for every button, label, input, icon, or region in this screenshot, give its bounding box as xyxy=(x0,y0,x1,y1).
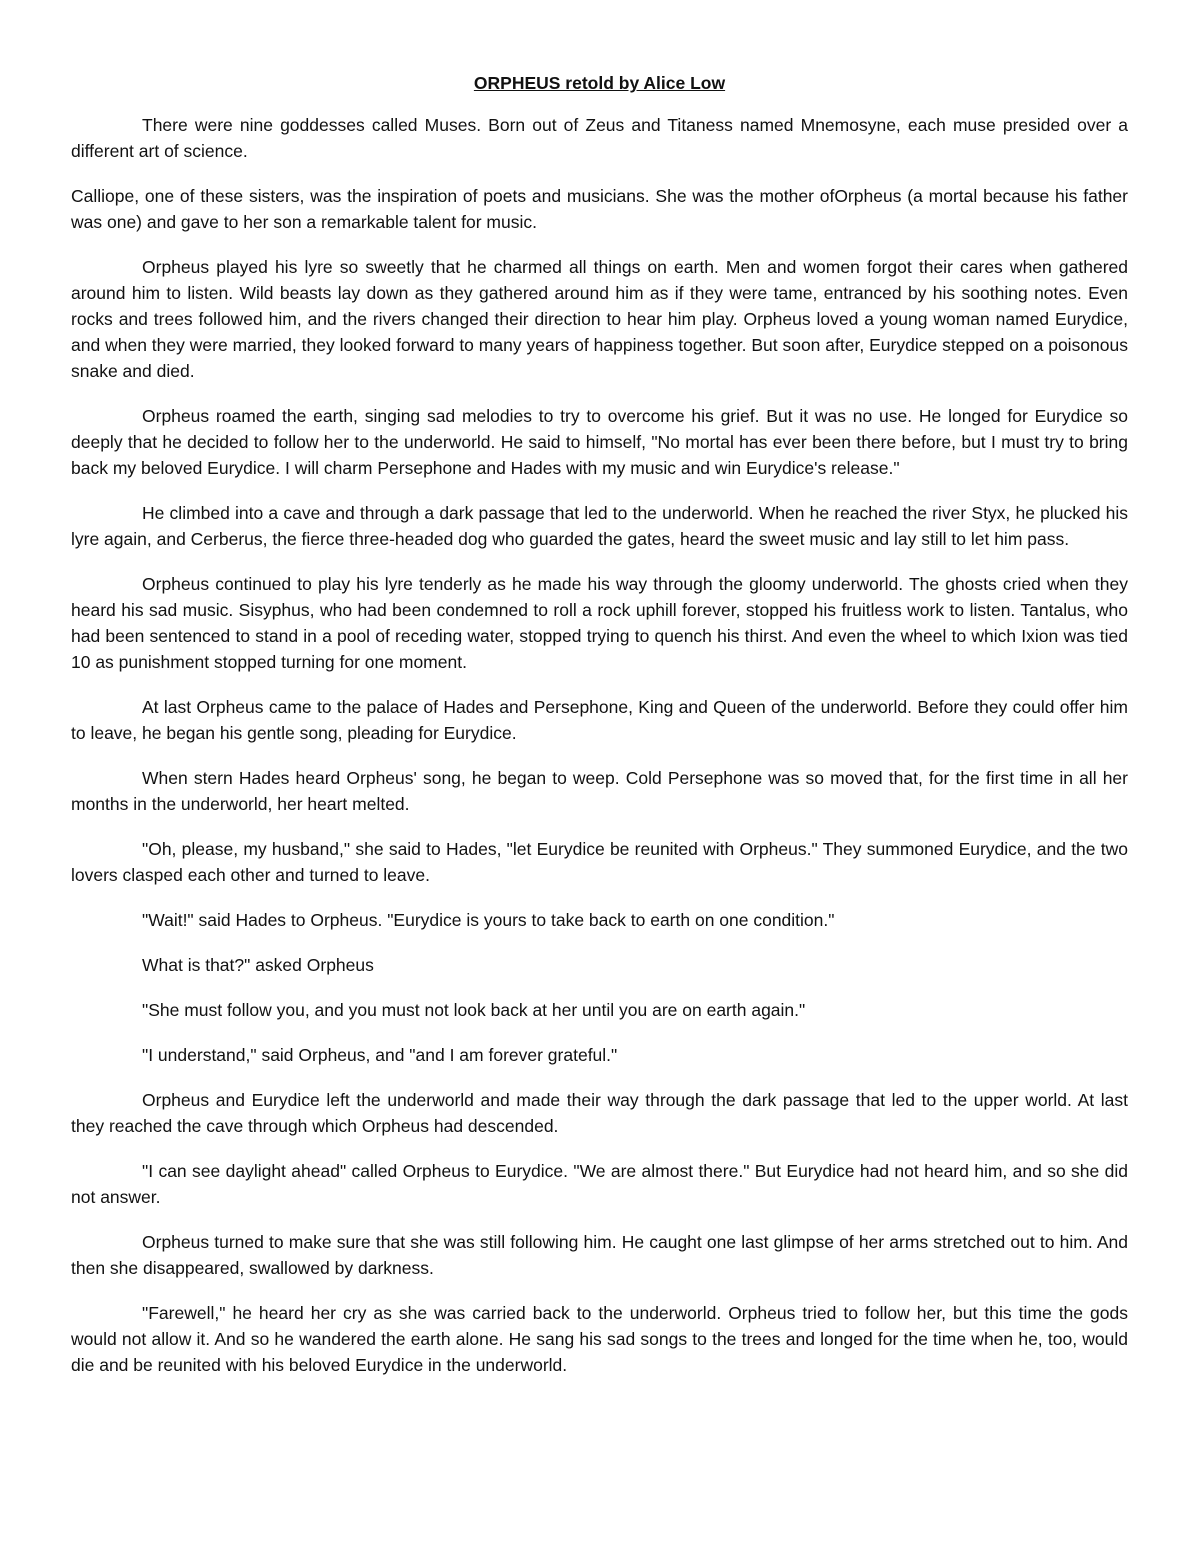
paragraph-underworld: Orpheus continued to play his lyre tenderly as he made his way through the gloomy underworld. The ghosts cried when they heard his sad music. Sisyphus, who had been condemned to roll a rock uphill forever, stopped his fruitless work to listen. Tantalus, who had been sentenced to stand in a pool of receding water, stopped trying to quench his thirst. And even the wheel to which Ixion was tied 10 as punishment stopped turning for one moment. xyxy=(71,574,1128,672)
paragraph-grief: Orpheus roamed the earth, singing sad melodies to try to overcome his grief. But it was no use. He longed for Eurydice so deeply that he decided to follow her to the underworld. He said to himself, "No mortal has ever been there before, but I must try to bring back my beloved Eurydice. I will charm Persephone and Hades with my music and win Eurydice's release." xyxy=(71,406,1128,478)
paragraph-muses: There were nine goddesses called Muses. Born out of Zeus and Titaness named Mnemosyne, each muse presided over a different art of science. xyxy=(71,115,1128,161)
paragraph-daylight: "I can see daylight ahead" called Orpheus to Eurydice. "We are almost there." But Eurydice had not heard him, and so she did not answer. xyxy=(71,1161,1128,1207)
paragraph-grateful: "I understand," said Orpheus, and "and I am forever grateful." xyxy=(142,1045,618,1065)
paragraph-lyre: Orpheus played his lyre so sweetly that he charmed all things on earth. Men and women forgot their cares when gathered around him to listen. Wild beasts lay down as they gathered around him as if they were tame, entranced by his soothing notes. Even rocks and trees followed him, and the rivers changed their direction to hear him play. Orpheus loved a young woman named Eurydice, and when they were married, they looked forward to many years of happiness together. But soon after, Eurydice stepped on a poisonous snake and died. xyxy=(71,257,1128,381)
paragraph-persephone-plea: "Oh, please, my husband," she said to Hades, "let Eurydice be reunited with Orpheus." They summoned Eurydice, and the two lovers clasped each other and turned to leave. xyxy=(71,839,1128,885)
paragraph-farewell: "Farewell," he heard her cry as she was carried back to the underworld. Orpheus tried to follow her, but this time the gods would not allow it. And so he wandered the earth alone. He sang his sad songs to the trees and longed for the time when he, too, would die and be reunited with his beloved Eurydice in the underworld. xyxy=(71,1303,1128,1375)
paragraph-calliope: Calliope, one of these sisters, was the inspiration of poets and musicians. She was the mother ofOrpheus (a mortal because his father was one) and gave to her son a remarkable talent for music. xyxy=(71,186,1128,232)
document-title: ORPHEUS retold by Alice Low xyxy=(473,73,726,93)
paragraph-palace: At last Orpheus came to the palace of Hades and Persephone, King and Queen of the underworld. Before they could offer him to leave, he began his gentle song, pleading for Eurydice. xyxy=(71,697,1128,743)
paragraph-hades-weeps: When stern Hades heard Orpheus' song, he began to weep. Cold Persephone was so moved that, for the first time in all her months in the underworld, her heart melted. xyxy=(71,768,1128,814)
paragraph-cave: He climbed into a cave and through a dark passage that led to the underworld. When he reached the river Styx, he plucked his lyre again, and Cerberus, the fierce three-headed dog who guarded the gates, heard the sweet music and lay still to let him pass. xyxy=(71,503,1128,549)
paragraph-turned: Orpheus turned to make sure that she was still following him. He caught one last glimpse of her arms stretched out to him. And then she disappeared, swallowed by darkness. xyxy=(71,1232,1128,1278)
paragraph-leave-underworld: Orpheus and Eurydice left the underworld and made their way through the dark passage that led to the upper world. At last they reached the cave through which Orpheus had descended. xyxy=(71,1090,1128,1136)
paragraph-condition: "Wait!" said Hades to Orpheus. "Eurydice is yours to take back to earth on one condition." xyxy=(142,910,835,930)
paragraph-rule: "She must follow you, and you must not look back at her until you are on earth again." xyxy=(142,1000,806,1020)
paragraph-question: What is that?" asked Orpheus xyxy=(142,955,374,975)
